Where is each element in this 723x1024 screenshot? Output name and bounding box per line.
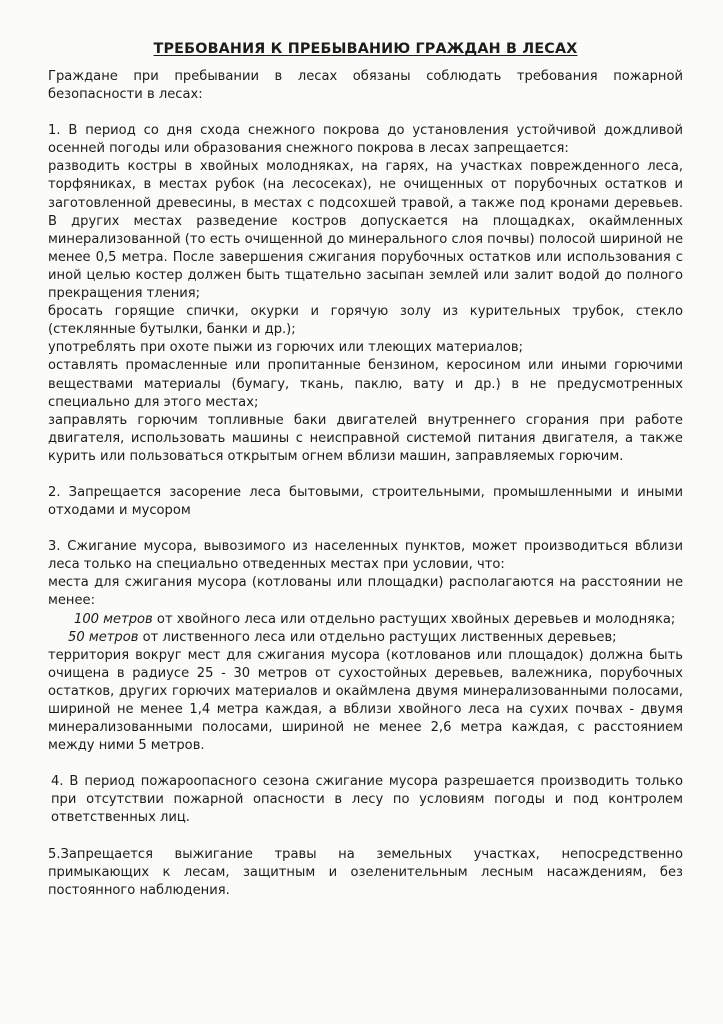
section-1-item-matches: бросать горящие спички, окурки и горячую золу из курительных трубок, стекло (стеклянные бутылки, банки и др.);	[48, 304, 683, 338]
section-3-lead: 3. Сжигание мусора, вывозимого из населенных пунктов, может производиться вблизи леса только на специально отведенных местах при условии, что:	[48, 539, 683, 573]
section-1-item-oily-materials: оставлять промасленные или пропитанные бензином, керосином или иными горючими веществами материалы (бумагу, ткань, паклю, вату и др.) в не предусмотренных специально для этого местах;	[48, 358, 683, 410]
section-3-distance-deciduous	[48, 629, 683, 647]
section-3	[48, 538, 683, 755]
distance-deciduous-value: 50 метров	[68, 629, 139, 645]
distance-deciduous-text: от лиственного леса или отдельно растущих лиственных деревьев;	[138, 629, 617, 645]
section-4: 4. В период пожароопасного сезона сжигание мусора разрешается производить только при отсутствии пожарной опасности в лесу по условиям погоды и под контролем ответственных лиц.	[51, 774, 683, 826]
distance-coniferous-text: от хвойного леса или отдельно растущих хвойных деревьев и молодняка;	[152, 611, 676, 627]
section-3-item-territory: территория вокруг мест для сжигания мусора (котлованов или площадок) должна быть очищена в радиусе 25 - 30 метров от сухостойных деревьев, валежника, порубочных остатков, других горючих материалов и окаймлена двумя минерализованными полосами, шириной не менее 1,4 метра каждая, а вблизи хвойного леса на сухих почвах - двумя минерализованными полосами, шириной не менее 2,6 метра каждая, с расстоянием между ними 5 метров.	[48, 647, 683, 754]
distance-coniferous-value: 100 метров	[74, 611, 153, 627]
section-1	[48, 122, 683, 466]
section-1-item-campfires: разводить костры в хвойных молодняках, на гарях, на участках поврежденного леса, торфяниках, в местах рубок (на лесосеках), не очищенных от порубочных остатков и заготовленной древесины, в местах с подсохшей травой, а также под кронами деревьев. В других местах разведение костров допускается на площадках, окаймленных минерализованной (то есть очищенной до минерального слоя почвы) полосой шириной не менее 0,5 метра. После завершения сжигания порубочных остатков или использования с иной целью костер должен быть тщательно засыпан землей или залит водой до полного прекращения тления;	[48, 159, 683, 302]
section-2: 2. Запрещается засорение леса бытовыми, строительными, промышленными и иными отходами и мусором	[48, 484, 683, 519]
section-1-item-refueling: заправлять горючим топливные баки двигателей внутреннего сгорания при работе двигателя, использовать машины с неисправной системой питания двигателя, а также курить или пользоваться открытым огнем вблизи машин, заправляемых горючим.	[48, 412, 683, 464]
section-1-item-wads: употреблять при охоте пыжи из горючих или тлеющих материалов;	[48, 340, 524, 356]
section-5: 5.Запрещается выжигание травы на земельных участках, непосредственно примыкающих к лесам, защитным и озеленительным лесным насаждениям, без постоянного наблюдения.	[48, 846, 683, 898]
section-3-distance-coniferous	[48, 611, 683, 629]
section-1-lead: 1. В период со дня схода снежного покрова до установления устойчивой дождливой осенней погоды или образования снежного покрова в лесах запрещается:	[48, 123, 683, 157]
section-3-item-locations: места для сжигания мусора (котлованы или площадки) располагаются на расстоянии не менее:	[48, 575, 683, 609]
intro-paragraph: Граждане при пребывании в лесах обязаны соблюдать требования пожарной безопасности в лесах:	[48, 69, 683, 103]
page-title: ТРЕБОВАНИЯ К ПРЕБЫВАНИЮ ГРАЖДАН В ЛЕСАХ	[153, 41, 578, 57]
